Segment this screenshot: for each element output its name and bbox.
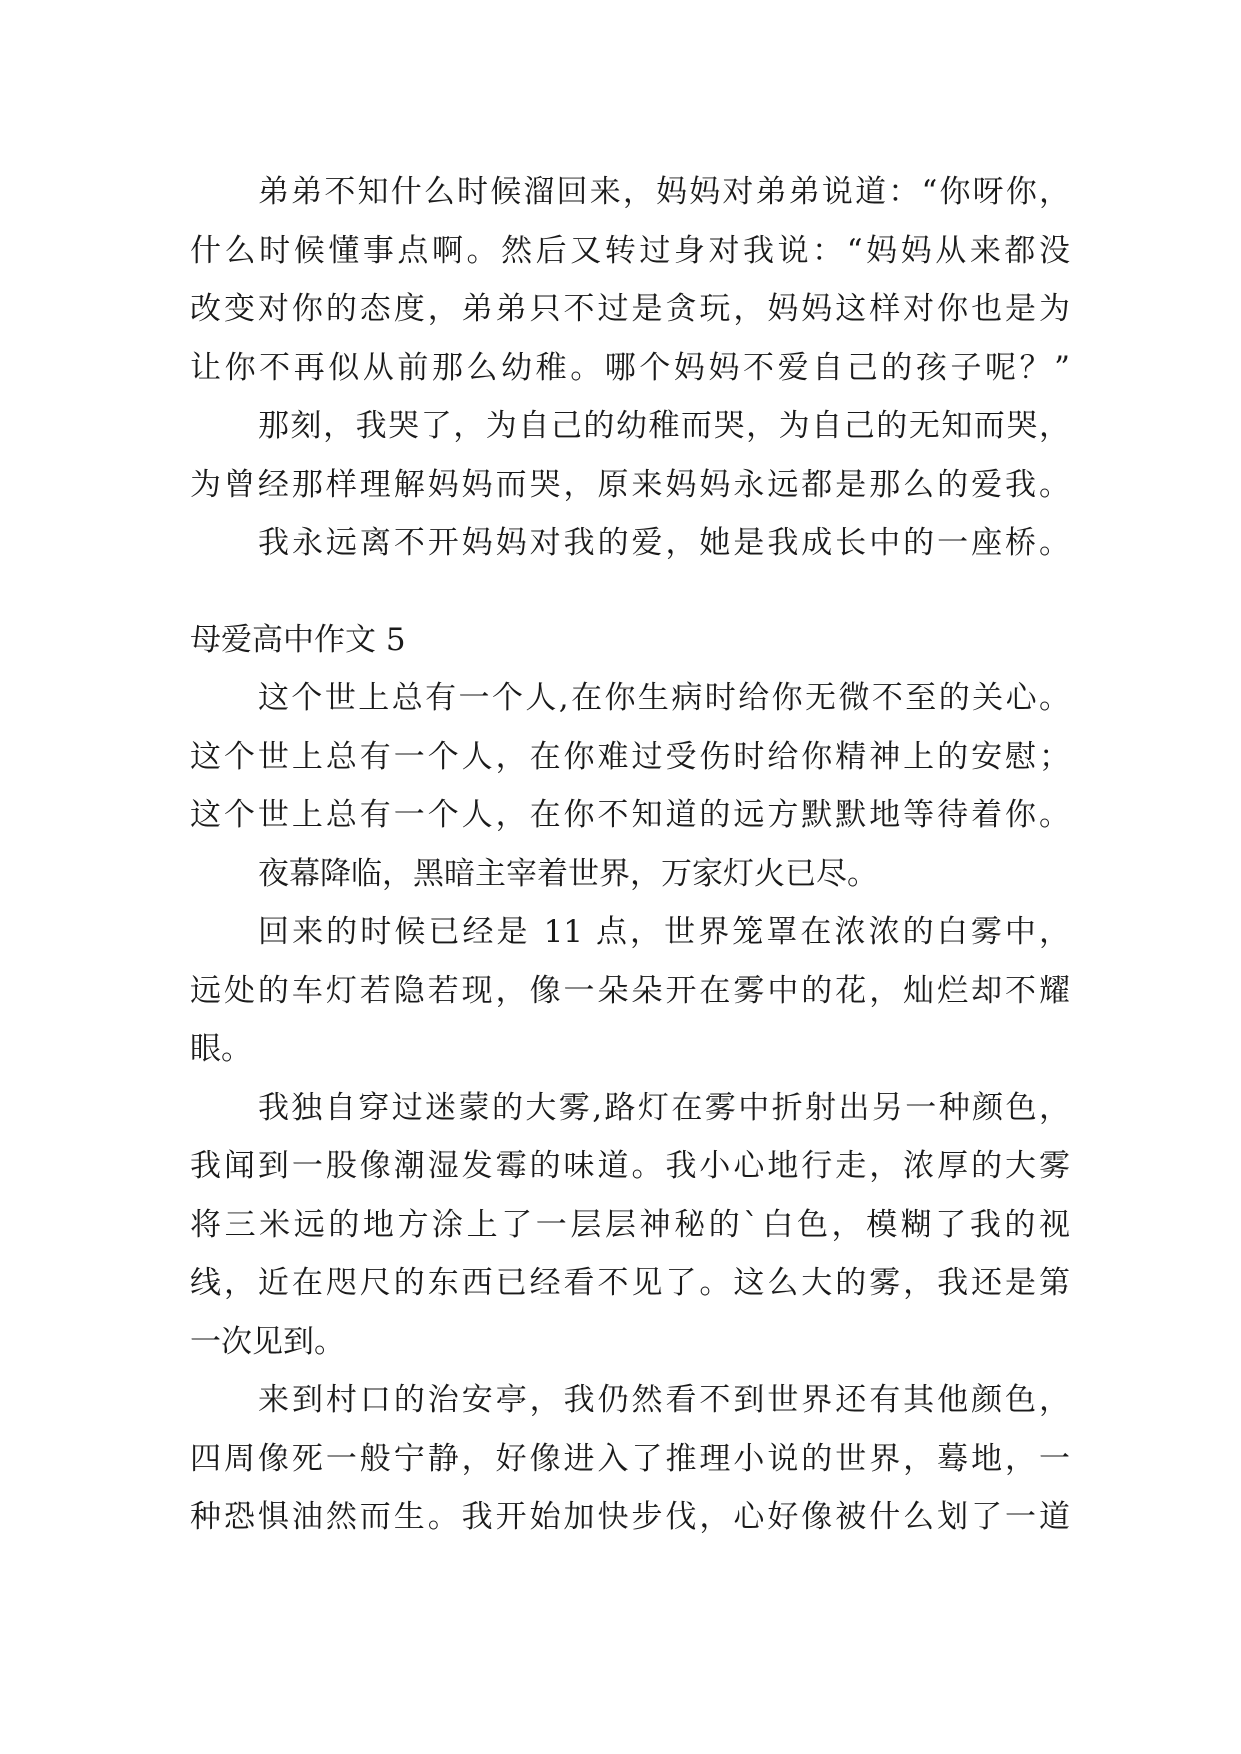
paragraph-line: 改变对你的态度，弟弟只不过是贪玩，妈妈这样对你也是为 <box>190 291 1070 327</box>
paragraph-line: 为曾经那样理解妈妈而哭，原来妈妈永远都是那么的爱我。 <box>190 466 1070 503</box>
paragraph-line: 这个世上总有一个人,在你生病时给你无微不至的关心。 <box>258 680 1070 716</box>
section-gap <box>190 573 1070 611</box>
paragraph-line: 远处的车灯若隐若现，像一朵朵开在雾中的花，灿烂却不耀 <box>190 972 1070 1009</box>
paragraph-line: 四周像死一般宁静，好像进入了推理小说的世界，蓦地，一 <box>190 1440 1070 1477</box>
paragraph-line: 线，近在咫尺的东西已经看不见了。这么大的雾，我还是第 <box>190 1265 1070 1301</box>
paragraph-line: 回来的时候已经是 11 点，世界笼罩在浓浓的白雾中， <box>258 914 1070 950</box>
paragraph-line: 眼。 <box>190 1031 252 1067</box>
document-body <box>190 163 1070 1547</box>
paragraph-line: 这个世上总有一个人，在你不知道的远方默默地等待着你。 <box>190 797 1070 833</box>
paragraph-line: 让你不再似从前那么幼稚。哪个妈妈不爱自己的孩子呢？” <box>190 349 1070 386</box>
paragraph-line: 一次见到。 <box>190 1323 345 1360</box>
paragraph-line: 我独自穿过迷蒙的大雾,路灯在雾中折射出另一种颜色， <box>258 1089 1070 1126</box>
paragraph-line: 这个世上总有一个人，在你难过受伤时给你精神上的安慰； <box>190 738 1070 775</box>
section-heading: 母爱高中作文 5 <box>190 621 406 658</box>
paragraph-line: 我永远离不开妈妈对我的爱，她是我成长中的一座桥。 <box>258 525 1070 561</box>
paragraph-line: 种恐惧油然而生。我开始加快步伐，心好像被什么划了一道 <box>190 1499 1070 1535</box>
paragraph-line: 来到村口的治安亭，我仍然看不到世界还有其他颜色， <box>258 1382 1070 1418</box>
paragraph-line: 什么时候懂事点啊。然后又转过身对我说：“妈妈从来都没 <box>190 232 1070 269</box>
paragraph-line: 那刻，我哭了，为自己的幼稚而哭，为自己的无知而哭， <box>258 408 1070 444</box>
paragraph-line: 夜幕降临，黑暗主宰着世界，万家灯火已尽。 <box>258 855 878 892</box>
paragraph-line: 弟弟不知什么时候溜回来，妈妈对弟弟说道：“你呀你， <box>258 174 1070 210</box>
paragraph-line: 将三米远的地方涂上了一层层神秘的`白色，模糊了我的视 <box>190 1206 1070 1243</box>
paragraph-line: 我闻到一股像潮湿发霉的味道。我小心地行走，浓厚的大雾 <box>190 1148 1070 1184</box>
